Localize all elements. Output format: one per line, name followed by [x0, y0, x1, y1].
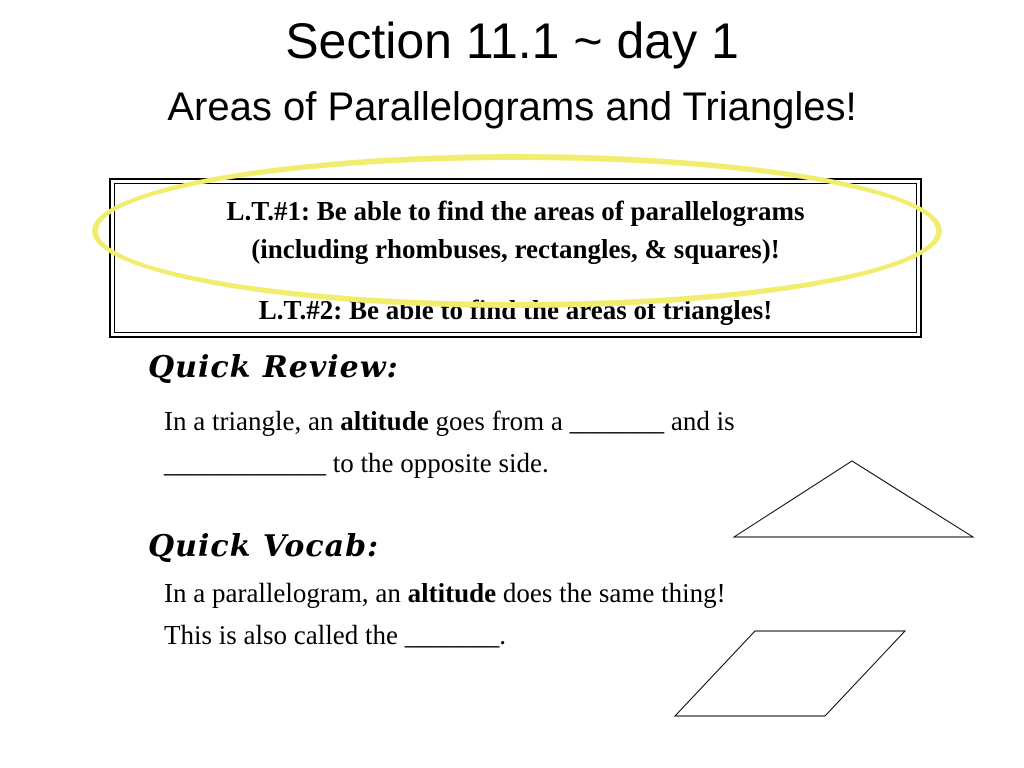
page-subtitle: Areas of Parallelograms and Triangles!: [167, 85, 857, 129]
parallelogram-figure: [670, 628, 910, 720]
quick-review-altitude-term: altitude: [340, 406, 429, 436]
parallelogram-outline: [675, 631, 905, 716]
quick-vocab-heading: Quick Vocab:: [148, 529, 380, 564]
learning-target-1-line-2: (including rhombuses, rectangles, & squares)!: [251, 234, 780, 264]
learning-target-2: L.T.#2: Be able to find the areas of triangles!: [258, 295, 773, 325]
triangle-outline: [734, 461, 973, 537]
page-title: Section 11.1 ~ day 1: [285, 13, 739, 69]
quick-review-line1-start: In a triangle, an: [164, 406, 341, 436]
learning-target-1: [111, 192, 920, 268]
quick-vocab-line2: This is also called the _______.: [164, 620, 506, 650]
learning-targets-box: [109, 178, 922, 338]
quick-vocab-altitude-term: altitude: [407, 578, 497, 608]
quick-review-line2: ____________ to the opposite side.: [164, 448, 549, 478]
learning-target-1-line-1: L.T.#1: Be able to find the areas of parallelograms: [226, 196, 805, 226]
triangle-figure: [730, 458, 976, 540]
quick-vocab-line1-start: In a parallelogram, an: [164, 578, 408, 608]
quick-vocab-line1-end: does the same thing!: [496, 578, 726, 608]
quick-review-heading: Quick Review:: [148, 350, 399, 385]
quick-review-line1-end: goes from a _______ and is: [428, 406, 735, 436]
